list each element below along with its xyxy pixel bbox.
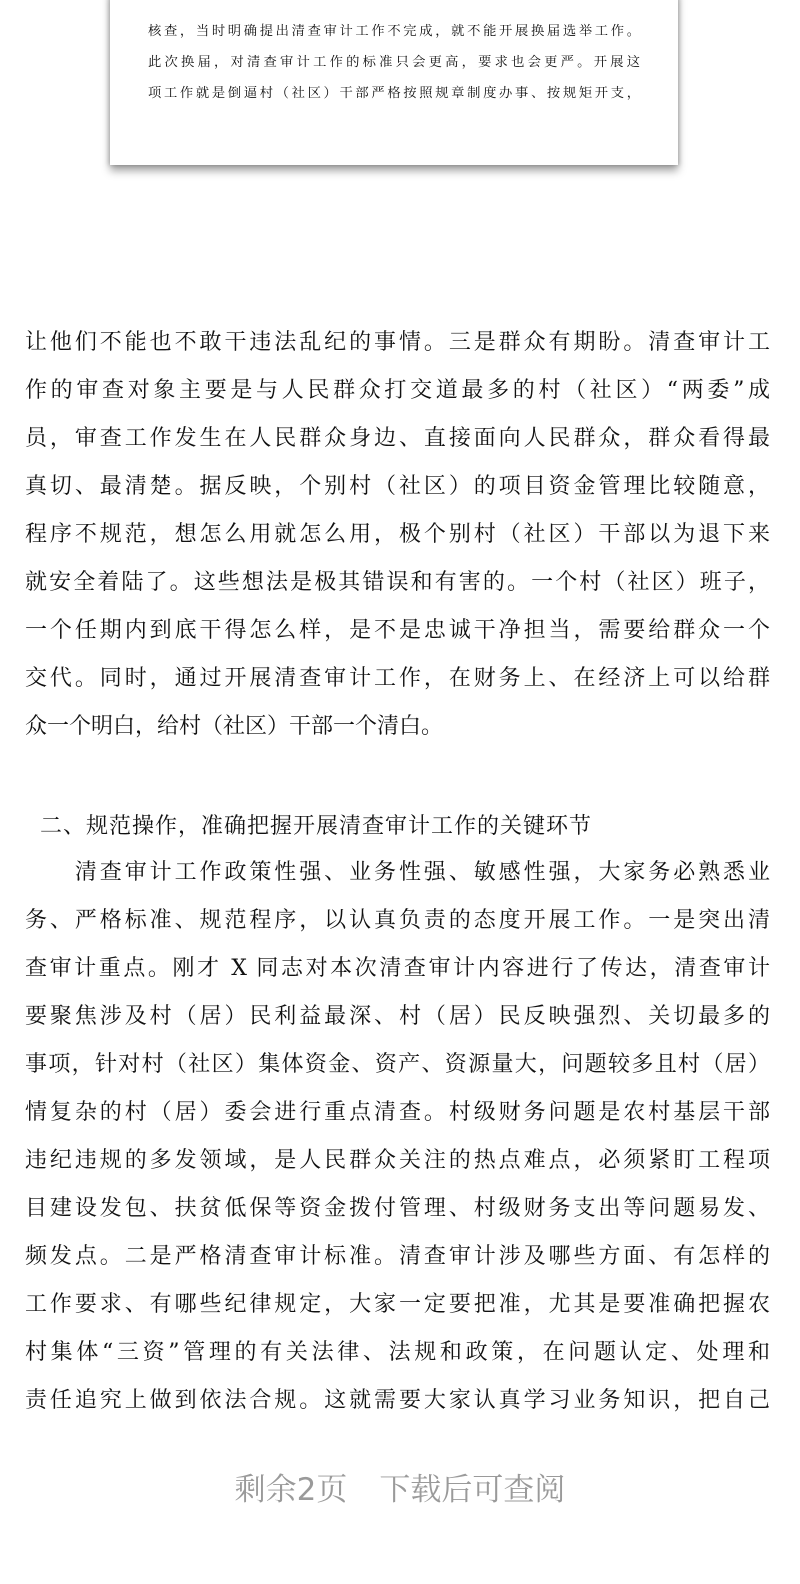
preview-page-text bbox=[148, 16, 640, 109]
text-line: 就安全着陆了。这些想法是极其错误和有害的。一个村（社区）班子， bbox=[25, 570, 770, 595]
preview-page-card bbox=[110, 0, 678, 165]
text-line: 让他们不能也不敢干违法乱纪的事情。三是群众有期盼。清查审计工 bbox=[25, 330, 770, 355]
text-line: 责任追究上做到依法合规。这就需要大家认真学习业务知识，把自己 bbox=[25, 1388, 770, 1413]
text-line: 要聚焦涉及村（居）民利益最深、村（居）民反映强烈、关切最多的 bbox=[25, 1004, 770, 1029]
paragraph-1 bbox=[25, 319, 770, 751]
text-line: 项工作就是倒逼村（社区）干部严格按照规章制度办事、按规矩开支， bbox=[148, 86, 640, 101]
text-line: 违纪违规的多发领域，是人民群众关注的热点难点，必须紧盯工程项 bbox=[25, 1148, 770, 1173]
text-line: 事项，针对村（社区）集体资金、资产、资源量大，问题较多且村（居） bbox=[25, 1052, 770, 1077]
text-line: 清查审计工作政策性强、业务性强、敏感性强，大家务必熟悉业 bbox=[25, 860, 770, 885]
text-line: 作的审查对象主要是与人民群众打交道最多的村（社区）“两委”成 bbox=[25, 378, 770, 403]
text-line: 工作要求、有哪些纪律规定，大家一定要把准，尤其是要准确把握农 bbox=[25, 1292, 770, 1317]
text-line: 此次换届，对清查审计工作的标准只会更高，要求也会更严。开展这 bbox=[148, 55, 640, 70]
text-line: 频发点。二是严格清查审计标准。清查审计涉及哪些方面、有怎样的 bbox=[25, 1244, 770, 1269]
text-line: 务、严格标准、规范程序，以认真负责的态度开展工作。一是突出清 bbox=[25, 908, 770, 933]
text-line: 真切、最清楚。据反映，个别村（社区）的项目资金管理比较随意， bbox=[25, 474, 770, 499]
text-line: 交代。同时，通过开展清查审计工作，在财务上、在经济上可以给群 bbox=[25, 666, 770, 691]
paragraph-2 bbox=[25, 849, 770, 1425]
text-line: 众一个明白，给村（社区）干部一个清白。 bbox=[25, 714, 444, 739]
section-heading: 二、规范操作，准确把握开展清查审计工作的关键环节 bbox=[40, 814, 593, 839]
text-line: 一个任期内到底干得怎么样，是不是忠诚干净担当，需要给群众一个 bbox=[25, 618, 770, 643]
text-line: 查审计重点。刚才 X 同志对本次清查审计内容进行了传达，清查审计 bbox=[25, 956, 770, 981]
text-line: 程序不规范，想怎么用就怎么用，极个别村（社区）干部以为退下来 bbox=[25, 522, 770, 547]
text-line: 情复杂的村（居）委会进行重点清查。村级财务问题是农村基层干部 bbox=[25, 1100, 770, 1125]
text-line: 员，审查工作发生在人民群众身边、直接面向人民群众，群众看得最 bbox=[25, 426, 770, 451]
remaining-pages-banner[interactable] bbox=[0, 1466, 800, 1514]
text-line: 村集体“三资”管理的有关法律、法规和政策，在问题认定、处理和 bbox=[25, 1340, 770, 1365]
text-line: 目建设发包、扶贫低保等资金拨付管理、村级财务支出等问题易发、 bbox=[25, 1196, 770, 1221]
remaining-pages-text: 剩余2页 bbox=[234, 1472, 348, 1508]
download-hint-text[interactable]: 下载后可查阅 bbox=[379, 1472, 566, 1508]
text-line: 核查，当时明确提出清查审计工作不完成，就不能开展换届选举工作。 bbox=[148, 24, 640, 39]
